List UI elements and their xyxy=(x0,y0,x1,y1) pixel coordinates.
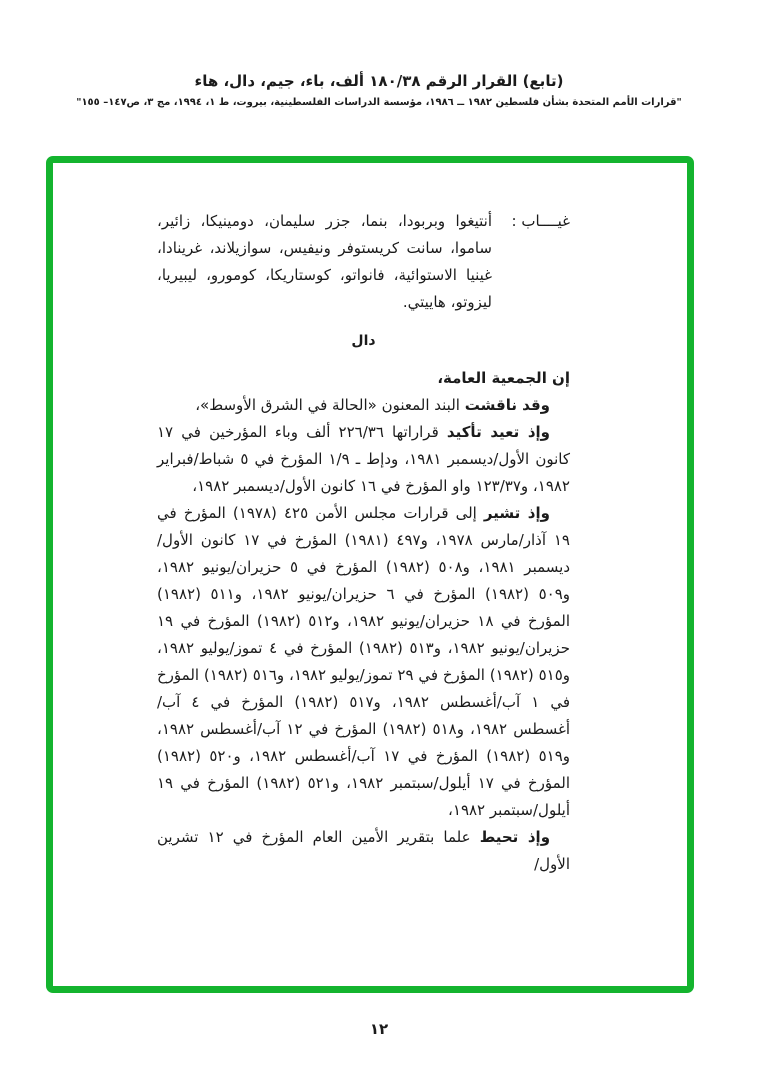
absence-countries: أنتيغوا وبربودا، بنما، جزر سليمان، دومينيكا، زائير، ساموا، سانت كريستوفر ونيفيس، سوازيلاند، غرينادا، غينيا الاستوائية، فانواتو، كوستاريكا، كومورو، ليبيريا، ليزوتو، هاييتي. xyxy=(157,212,492,311)
paragraph-reaffirming xyxy=(157,419,570,500)
green-border-frame xyxy=(46,156,694,993)
absence-list xyxy=(157,208,570,316)
paragraph-recalling xyxy=(157,500,570,824)
paragraph-lead: وقد ناقشت xyxy=(464,396,550,414)
absence-label: غيــــاب : xyxy=(511,212,570,230)
page-number: ١٢ xyxy=(369,1020,389,1038)
paragraph-lead: وإذ تشير xyxy=(483,504,550,522)
paragraph-text: علما بتقرير الأمين العام المؤرخ في ١٢ تشرين الأول/ xyxy=(157,828,570,873)
paragraph-lead: وإذ تحيط xyxy=(479,828,551,846)
paragraph-preamble xyxy=(157,365,570,392)
resolution-title: (تابع) القرار الرقم ١٨٠/٣٨ ألف، باء، جيم، دال، هاء xyxy=(194,72,564,90)
resolution-body xyxy=(53,163,687,878)
section-heading-dal: دال xyxy=(351,333,376,349)
paragraph-lead: وإذ تعيد تأكيد xyxy=(446,423,550,441)
document-header xyxy=(0,72,758,108)
paragraph-text: البند المعنون «الحالة في الشرق الأوسط»، xyxy=(195,396,460,414)
source-citation: "قرارات الأمم المتحدة بشأن فلسطين ١٩٨٢ ــ ١٩٨٦، مؤسسة الدراسات الفلسطينية، بيروت، ط ١، ١٩٩٤، مج ٣، ص١٤٧– ١٥٥" xyxy=(76,97,682,108)
paragraph-text: إلى قرارات مجلس الأمن ٤٢٥ (١٩٧٨) المؤرخ في ١٩ آذار/مارس ١٩٧٨، و٤٩٧ (١٩٨١) المؤرخ في ١٧ كانون الأول/ديسمبر ١٩٨١، و٥٠٨ (١٩٨٢) المؤرخ في ٥ حزيران/يونيو ١٩٨٢، و٥٠٩ (١٩٨٢) المؤرخ في ٦ حزيران/يونيو ١٩٨٢، و٥١١ (١٩٨٢) المؤرخ في ١٨ حزيران/يونيو ١٩٨٢، و٥١٢ (١٩٨٢) المؤرخ في ١٩ حزيران/يونيو ١٩٨٢، و٥١٣ (١٩٨٢) المؤرخ في ٤ تموز/يوليو ١٩٨٢، و٥١٥ (١٩٨٢) المؤرخ في ٢٩ تموز/يوليو ١٩٨٢، و٥١٦ (١٩٨٢) المؤرخ في ١ آب/أغسطس ١٩٨٢، و٥١٧ (١٩٨٢) المؤرخ في ٤ آب/أغسطس ١٩٨٢، و٥١٨ (١٩٨٢) المؤرخ في ١٢ آب/أغسطس ١٩٨٢، و٥١٩ (١٩٨٢) المؤرخ في ١٧ آب/أغسطس ١٩٨٢، و٥٢٠ (١٩٨٢) المؤرخ في ١٧ أيلول/سبتمبر ١٩٨٢، و٥٢١ (١٩٨٢) المؤرخ في ١٩ أيلول/سبتمبر ١٩٨٢، xyxy=(157,504,571,819)
paragraph-text: قراراتها ٢٢٦/٣٦ ألف وباء المؤرخين في ١٧ كانون الأول/ديسمبر ١٩٨١، ودإط ـ ١/٩ المؤرخ في ٥ شباط/فبراير ١٩٨٢، و١٢٣/٣٧ واو المؤرخ في ١٦ كانون الأول/ديسمبر ١٩٨٢، xyxy=(157,423,570,495)
paragraph-discussed xyxy=(157,392,570,419)
paragraph-taking-note xyxy=(157,824,570,878)
paragraph-lead: إن الجمعية العامة، xyxy=(437,369,570,387)
